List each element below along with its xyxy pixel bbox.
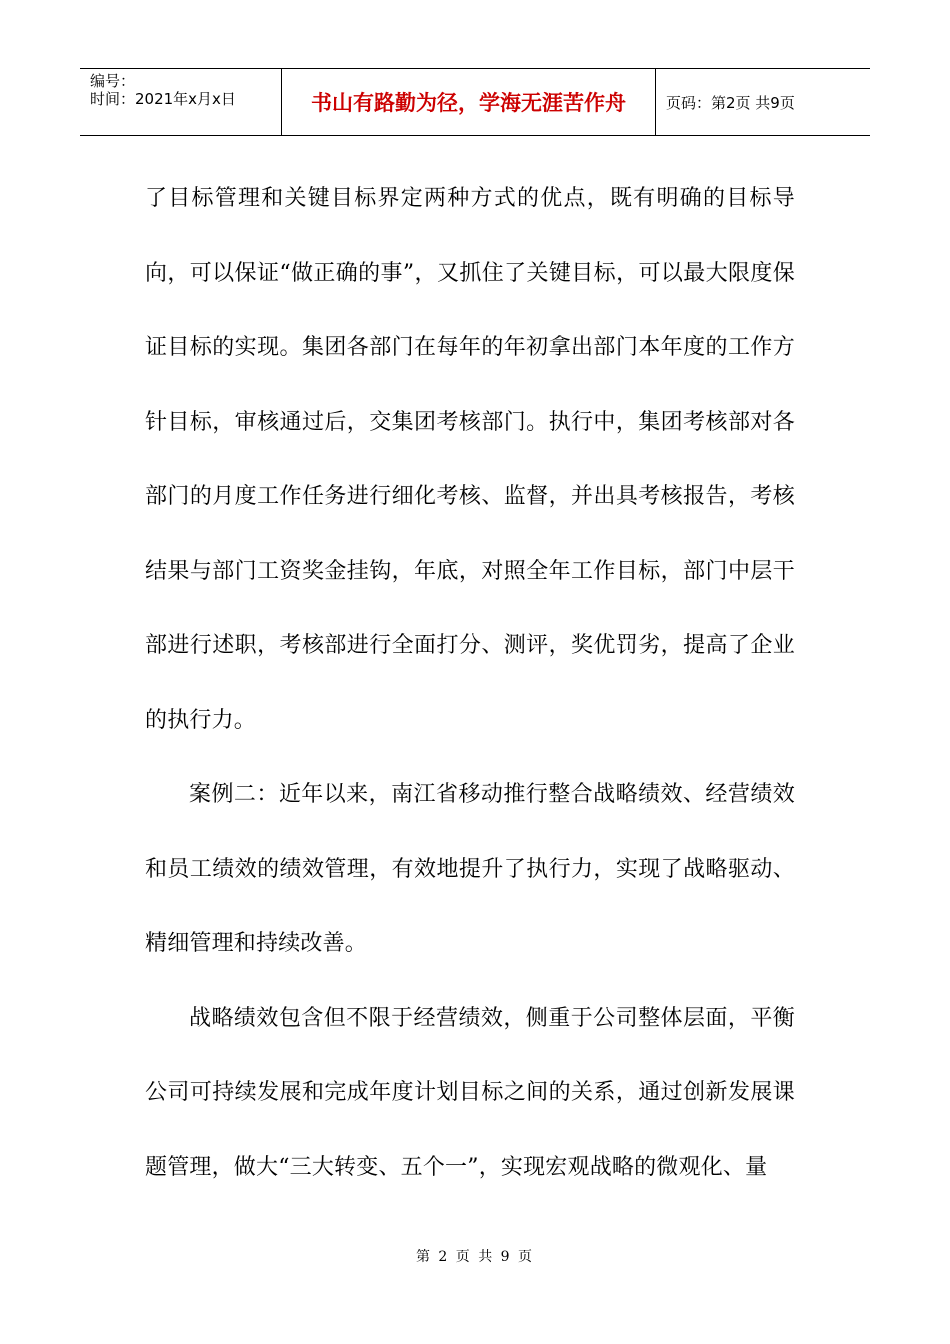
page-header [80,68,870,136]
document-body [145,162,795,1205]
paragraph: 战略绩效包含但不限于经营绩效，侧重于公司整体层面，平衡公司可持续发展和完成年度计划目标之间的关系，通过创新发展课题管理，做大“三大转变、五个一”，实现宏观战略的微观化、量 [145,1005,795,1180]
document-number-label: 编号： [90,72,136,90]
document-date: 时间：2021年x月x日 [90,90,236,108]
paragraph: 了目标管理和关键目标界定两种方式的优点，既有明确的目标导向，可以保证“做正确的事”，又抓住了关键目标，可以最大限度保证目标的实现。集团各部门在每年的年初拿出部门本年度的工作方针目标，审核通过后，交集团考核部门。执行中，集团考核部对各部门的月度工作任务进行细化考核、监督，并出具考核报告，考核结果与部门工资奖金挂钩，年底，对照全年工作目标，部门中层干部进行述职，考核部进行全面打分、测评，奖优罚劣，提高了企业的执行力。 [145,186,795,733]
header-motto: 书山有路勤为径，学海无涯苦作舟 [282,69,656,135]
page-footer: 第 2 页 共 9 页 [415,1249,535,1265]
paragraph: 案例二：近年以来，南江省移动推行整合战略绩效、经营绩效和员工绩效的绩效管理，有效地提升了执行力，实现了战略驱动、精细管理和持续改善。 [145,782,795,956]
header-page-info: 页码：第2页 共9页 [666,93,795,112]
header-meta [80,69,282,135]
